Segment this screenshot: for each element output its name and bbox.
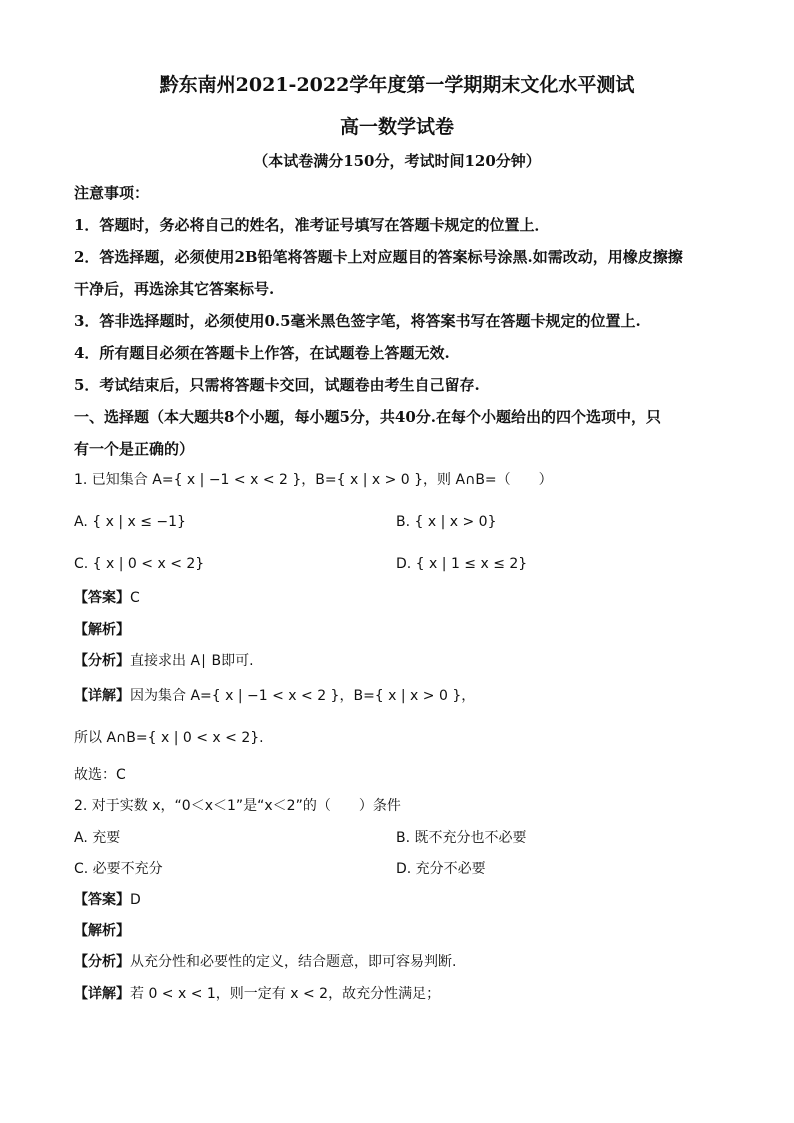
- q2-stem: 2. 对于实数 x，“0＜x＜1”是“x＜2”的（ ）条件: [74, 798, 401, 814]
- notice-item-1: 1．答题时，务必将自己的姓名，准考证号填写在答题卡规定的位置上．: [74, 216, 550, 234]
- q1-detail-row: [74, 686, 734, 706]
- q1-detail: 因为集合 A={ x | −1 < x < 2 }，B={ x | x > 0 }，: [130, 688, 476, 704]
- detail-tag: 【详解】: [74, 688, 130, 704]
- q2-option-a: A. 充要: [74, 830, 121, 846]
- notice-item-5: 5．考试结束后，只需将答题卡交回，试题卷由考生自己留存.: [74, 376, 480, 394]
- q2-answer-row: [74, 890, 734, 910]
- q2-fenxi: 从充分性和必要性的定义，结合题意，即可容易判断.: [130, 954, 457, 970]
- q1-answer: C: [130, 590, 140, 606]
- notice-item-2: 2．答选择题，必须使用2B铅笔将答题卡上对应题目的答案标号涂黑.如需改动，用橡皮擦擦: [74, 248, 683, 266]
- notice-item-4: 4．所有题目必须在答题卡上作答，在试题卷上答题无效.: [74, 344, 450, 362]
- q2-option-b: B. 既不充分也不必要: [396, 830, 527, 846]
- q2-detail: 若 0 < x < 1，则一定有 x < 2，故充分性满足；: [130, 986, 441, 1002]
- q2-detail-row: [74, 984, 734, 1004]
- q1-stem: 1. 已知集合 A={ x | −1 < x < 2 }，B={ x | x > 0 }，则 A∩B=（ ）: [74, 472, 553, 488]
- q1-option-b: B. { x | x > 0}: [396, 514, 497, 530]
- section1-heading: 一、选择题（本大题共8个小题，每小题5分，共40分.在每个小题给出的四个选项中，只: [74, 408, 661, 426]
- fenxi-tag: 【分析】: [74, 954, 130, 970]
- exam-subtitle: 高一数学试卷: [339, 116, 454, 138]
- q1-detail-2: 所以 A∩B={ x | 0 < x < 2}.: [74, 730, 264, 746]
- notice-heading: 注意事项：: [74, 184, 150, 202]
- q2-analysis-tag: 【解析】: [74, 923, 130, 939]
- answer-tag: 【答案】: [74, 892, 130, 908]
- exam-note: （本试卷满分150分，考试时间120分钟）: [253, 152, 541, 170]
- q1-conclusion: 故选：C: [74, 767, 126, 783]
- notice-item-3: 3．答非选择题时，必须使用0.5毫米黑色签字笔，将答案书写在答题卡规定的位置上.: [74, 312, 641, 330]
- q1-answer-row: [74, 588, 734, 608]
- answer-tag: 【答案】: [74, 590, 130, 606]
- q2-fenxi-row: [74, 952, 734, 972]
- q2-option-c: C. 必要不充分: [74, 861, 163, 877]
- exam-title: 黔东南州2021-2022学年度第一学期期末文化水平测试: [159, 74, 635, 96]
- detail-tag: 【详解】: [74, 986, 130, 1002]
- notice-item-2-cont: 干净后，再选涂其它答案标号.: [74, 280, 275, 298]
- q1-option-c: C. { x | 0 < x < 2}: [74, 556, 205, 572]
- fenxi-tag: 【分析】: [74, 653, 130, 669]
- q1-fenxi: 直接求出 A∣ B即可.: [130, 653, 254, 669]
- q2-option-d: D. 充分不必要: [396, 861, 486, 877]
- q1-option-d: D. { x | 1 ≤ x ≤ 2}: [396, 556, 528, 572]
- section1-heading-cont: 有一个是正确的）: [74, 440, 195, 458]
- q2-answer: D: [130, 892, 141, 908]
- q1-option-a: A. { x | x ≤ −1}: [74, 514, 186, 530]
- q1-fenxi-row: [74, 651, 734, 671]
- q1-analysis-tag: 【解析】: [74, 622, 130, 638]
